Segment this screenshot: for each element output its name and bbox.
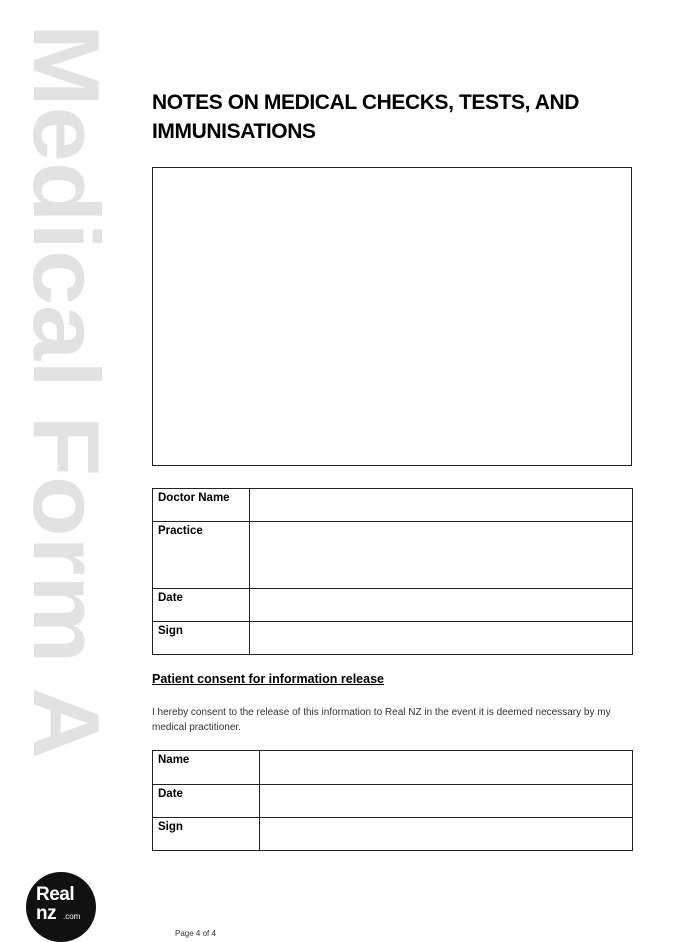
doctor-date-field[interactable] xyxy=(250,589,633,622)
consent-heading: Patient consent for information release xyxy=(152,672,384,686)
table-row xyxy=(153,589,633,622)
doctor-name-field[interactable] xyxy=(250,489,633,522)
doctor-name-label: Doctor Name xyxy=(153,489,250,522)
consent-text: I hereby consent to the release of this information to Real NZ in the event it is deemed necessary by my medical practitioner. xyxy=(152,707,611,733)
patient-name-field[interactable] xyxy=(260,751,633,785)
logo-text-nz: nz xyxy=(36,903,57,924)
page-title-line-1: NOTES ON MEDICAL CHECKS, TESTS, AND xyxy=(152,91,580,114)
practice-label: Practice xyxy=(153,522,250,589)
doctor-details-table xyxy=(152,488,633,655)
table-row xyxy=(153,785,633,818)
table-row xyxy=(153,522,633,589)
watermark-text: Medical Form A xyxy=(14,24,119,721)
page-number: Page 4 of 4 xyxy=(175,929,216,938)
table-row xyxy=(153,818,633,851)
medical-notes-field[interactable] xyxy=(152,167,632,466)
table-row xyxy=(153,751,633,785)
logo-text-com: .com xyxy=(63,912,81,921)
logo-text-real: Real xyxy=(36,884,75,905)
doctor-date-label: Date xyxy=(153,589,250,622)
realnz-logo xyxy=(26,872,96,942)
table-row xyxy=(153,489,633,522)
patient-sign-label: Sign xyxy=(153,818,260,851)
table-row xyxy=(153,622,633,655)
side-watermark xyxy=(14,24,119,764)
patient-date-field[interactable] xyxy=(260,785,633,818)
patient-sign-field[interactable] xyxy=(260,818,633,851)
patient-name-label: Name xyxy=(153,751,260,785)
patient-date-label: Date xyxy=(153,785,260,818)
page-title-line-2: IMMUNISATIONS xyxy=(152,120,316,143)
doctor-sign-label: Sign xyxy=(153,622,250,655)
patient-details-table xyxy=(152,750,633,851)
practice-field[interactable] xyxy=(250,522,633,589)
doctor-sign-field[interactable] xyxy=(250,622,633,655)
page-title xyxy=(152,88,622,146)
